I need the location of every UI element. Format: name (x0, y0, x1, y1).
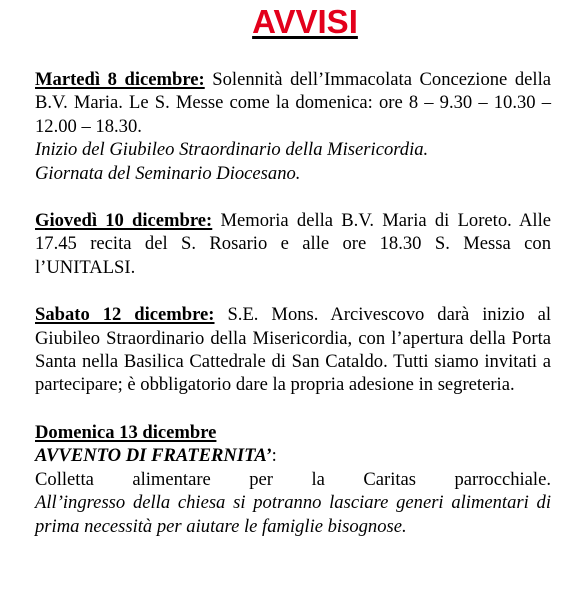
notice-item (35, 421, 551, 538)
notice-heading (35, 421, 551, 444)
notice-text: Memoria della B.V. Maria di Loreto. Alle 17.45 recita del S. Rosario e alle ore 18.30 S. Messa con l’UNITALSI. (35, 210, 551, 278)
notice-subtitle-suffix: : (271, 445, 277, 467)
notice-italic-text: All’ingresso della chiesa si potranno lasciare generi alimentari di prima necessità per aiutare le famiglie bisognose. (35, 492, 551, 537)
notice-item (35, 209, 551, 279)
page-title (35, 4, 551, 54)
notice-paragraph (35, 209, 551, 279)
page-title-text: AVVISI (252, 3, 358, 40)
notice-paragraph (35, 68, 551, 138)
notice-date: Sabato 12 dicembre: (35, 304, 215, 326)
notice-item (35, 68, 551, 185)
notice-subtitle-line (35, 444, 551, 467)
notice-subtitle: AVVENTO DI FRATERNITA’ (35, 445, 272, 467)
notice-text: S.E. Mons. Arcivescovo darà inizio al Giubileo Straordinario della Misericordia, con l’apertura della Porta Santa nella Basilica Cattedrale di San Cataldo. Tutti siamo invitati a partecipare; è obbligatorio dare la propria adesione in segreteria. (35, 304, 551, 396)
notice-date: Giovedì 10 dicembre: (35, 210, 213, 232)
notice-item (35, 303, 551, 397)
notice-paragraph (35, 303, 551, 397)
notice-date: Martedì 8 dicembre: (35, 69, 205, 90)
notice-italic-line: Inizio del Giubileo Straordinario della Misericordia. (35, 139, 429, 161)
notice-italic-line: Giornata del Seminario Diocesano. (35, 162, 301, 184)
notice-date: Domenica 13 dicembre (35, 421, 217, 443)
notices-page (35, 0, 551, 562)
notice-text: Colletta alimentare per la Caritas parrocchiale. (35, 468, 551, 490)
notice-text: Solennità dell’Immacolata Concezione della B.V. Maria. Le S. Messe come la domenica: ore 8 – 9.30 – 10.30 – 12.00 – 18.30. (35, 69, 551, 137)
